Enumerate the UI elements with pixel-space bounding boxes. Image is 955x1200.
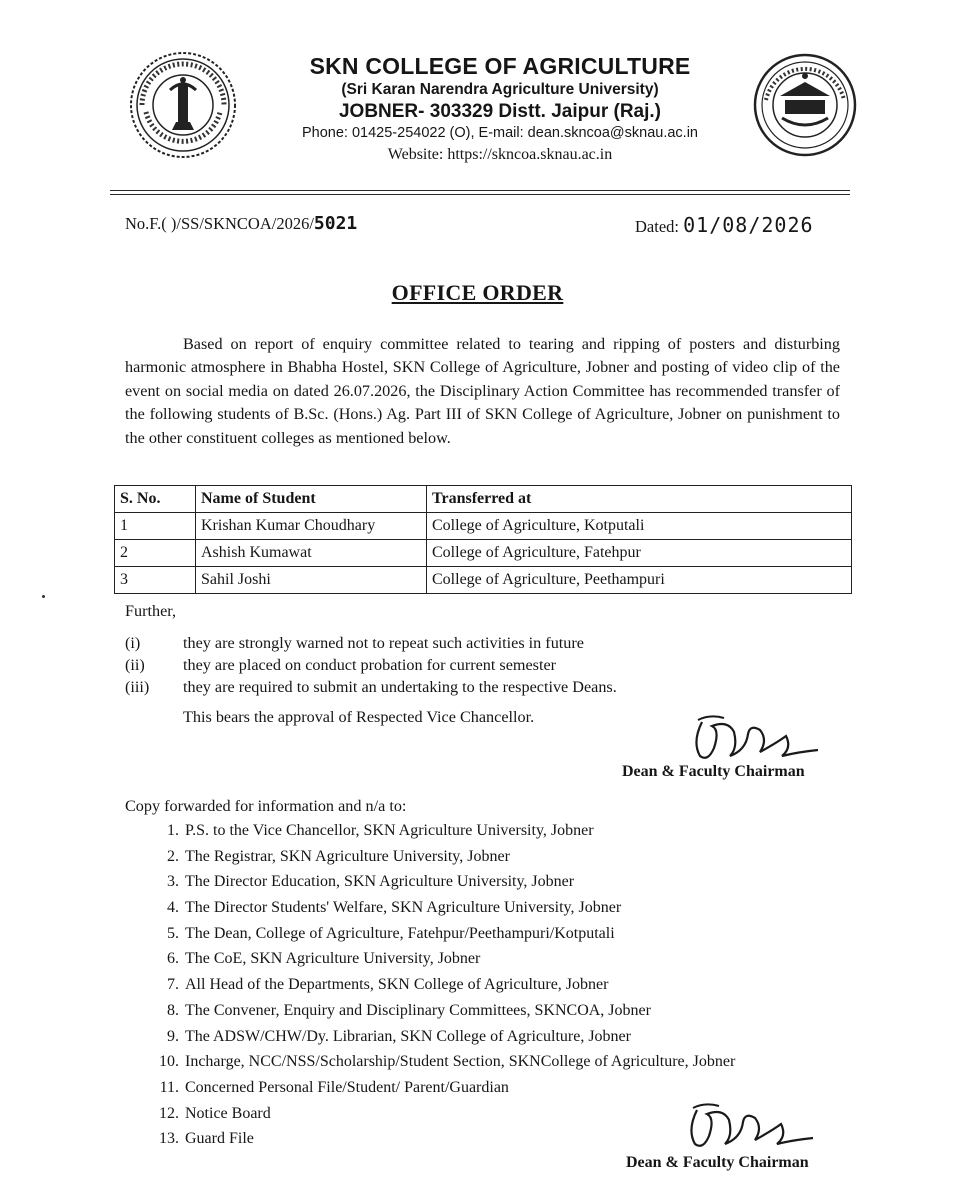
list-item [125,1126,735,1152]
approval-note: This bears the approval of Respected Vice Chancellor. [183,708,535,726]
point-number: (ii) [125,656,145,674]
order-body [125,333,840,450]
document-title: OFFICE ORDER [391,280,564,305]
header-divider-thin [110,194,850,195]
university-name: (Sri Karan Narendra Agriculture University) [341,81,659,98]
list-item [125,1024,735,1050]
letterhead [250,52,750,165]
table-row [115,540,852,567]
order-date [635,213,814,237]
signatory-title-bottom: Dean & Faculty Chairman [626,1154,809,1171]
transferred-at-cell: College of Agriculture, Kotputali [427,513,852,540]
transferred-at-cell: College of Agriculture, Fatehpur [427,540,852,567]
item-number: 12. [159,1104,179,1122]
table-row [115,567,852,594]
col-name-header: Name of Student [196,486,427,513]
signatory-title: Dean & Faculty Chairman [622,763,805,780]
item-number: 1. [167,822,179,839]
copy-recipients-list [125,818,735,1152]
item-number: 5. [167,924,179,942]
item-text: Concerned Personal File/Student/ Parent/Guardian [185,1078,509,1096]
college-address: JOBNER- 303329 Distt. Jaipur (Raj.) [338,101,662,122]
list-item [125,869,735,895]
sno-cell: 2 [115,540,196,567]
contact-line: Phone: 01425-254022 (O), E-mail: dean.skncoa@sknau.ac.in [302,125,698,141]
list-item [125,946,735,972]
copy-forwarded-heading: Copy forwarded for information and n/a to: [125,797,407,815]
scan-speck [42,595,45,598]
item-text: The Convener, Enquiry and Disciplinary Committees, SKNCOA, Jobner [185,1001,651,1019]
college-emblem-icon [752,52,858,158]
website-line: Website: https://skncoa.sknau.ac.in [387,146,613,163]
transferred-at-cell: College of Agriculture, Peethampuri [427,567,852,594]
item-number: 8. [167,1001,179,1019]
list-item [125,895,735,921]
student-name-cell: Sahil Joshi [196,567,427,594]
point-text: they are strongly warned not to repeat such activities in future [183,634,584,652]
signature-icon [685,1100,825,1152]
student-name-cell: Ashish Kumawat [196,540,427,567]
item-number: 4. [167,899,179,917]
dated-label: Dated: [635,217,679,236]
reference-number [125,213,357,234]
list-item [125,632,617,654]
order-body-text: Based on report of enquiry committee related to tearing and ripping of posters and disturbing harmonic atmosphere in Bhabha Hostel, SKN College of Agriculture, Jobner and posting of video clip of the event on social media on dated 26.07.2026, the Disciplinary Action Committee has recommended transfer of the following students of B.Sc. (Hons.) Ag. Part III of SKN College of Agriculture, Jobner on punishment to the other constituent colleges as mentioned below. [125,335,840,447]
item-text: The Director Education, SKN Agriculture University, Jobner [185,873,575,891]
item-text: The Dean, College of Agriculture, Fatehpur/Peethampuri/Kotputali [185,924,615,942]
header-divider [110,190,850,191]
item-number: 10. [159,1053,179,1071]
list-item [125,654,617,676]
list-item [125,844,735,870]
item-number: 7. [167,976,179,994]
list-item [125,1049,735,1075]
point-text: they are required to submit an undertaking to the respective Deans. [183,678,617,696]
list-item [125,972,735,998]
sno-cell: 3 [115,567,196,594]
student-name-cell: Krishan Kumar Choudhary [196,513,427,540]
list-item [125,998,735,1024]
further-label: Further, [125,602,177,620]
point-number: (iii) [125,678,150,696]
point-number: (i) [125,634,141,652]
list-item [125,818,735,844]
item-number: 6. [167,950,179,968]
item-text: Incharge, NCC/NSS/Scholarship/Student Section, SKNCollege of Agriculture, Jobner [185,1053,736,1071]
item-number: 3. [167,873,179,891]
item-number: 9. [167,1027,179,1045]
students-table [114,485,852,594]
item-text: The ADSW/CHW/Dy. Librarian, SKN College of Agriculture, Jobner [185,1027,631,1045]
item-text: Guard File [185,1130,254,1148]
table-header-row [115,486,852,513]
handwritten-date: 01/08/2026 [683,213,814,237]
reference-prefix: No.F.( )/SS/SKNCOA/2026/ [125,214,314,233]
list-item [125,1075,735,1101]
list-item [125,921,735,947]
list-item [125,676,617,698]
item-text: The CoE, SKN Agriculture University, Jobner [185,950,481,968]
item-text: All Head of the Departments, SKN College of Agriculture, Jobner [185,976,609,994]
conditions-list [125,632,617,698]
signature-icon [690,712,830,764]
sno-cell: 1 [115,513,196,540]
table-row [115,513,852,540]
item-number: 2. [167,847,179,865]
item-number: 11. [159,1078,179,1096]
university-seal-icon [128,50,238,160]
item-number: 13. [159,1130,179,1148]
item-text: Notice Board [185,1104,271,1122]
point-text: they are placed on conduct probation for current semester [183,656,557,674]
reference-handwritten-number: 5021 [313,213,358,234]
list-item [125,1101,735,1127]
item-text: P.S. to the Vice Chancellor, SKN Agriculture University, Jobner [185,822,594,839]
item-text: The Director Students' Welfare, SKN Agriculture University, Jobner [185,899,622,917]
col-sno-header: S. No. [115,486,196,513]
college-name: SKN COLLEGE OF AGRICULTURE [309,53,691,79]
item-text: The Registrar, SKN Agriculture University, Jobner [185,847,510,865]
col-transfer-header: Transferred at [427,486,852,513]
